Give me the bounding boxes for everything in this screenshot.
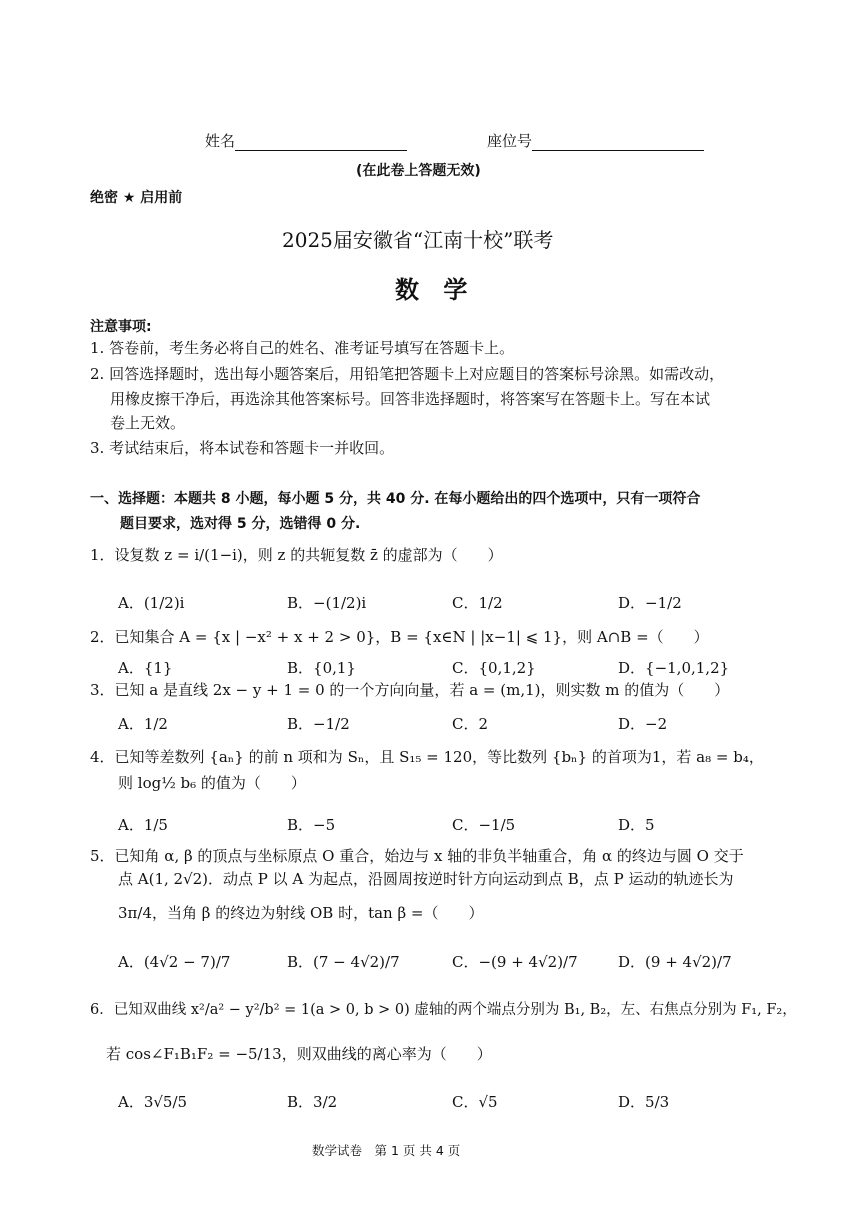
exam-title: 2025届安徽省“江南十校”联考: [282, 228, 554, 252]
q5-option-b: B．(7 − 4√2)/7: [287, 953, 400, 971]
q5-option-a: A．(4√2 − 7)/7: [118, 953, 231, 971]
secret-label: 绝密 ★ 启用前: [90, 190, 183, 206]
q1-option-d: D．−1/2: [618, 594, 682, 612]
q6-option-d: D．5/3: [618, 1093, 670, 1111]
question-6: 6．已知双曲线 x²/a² − y²/b² = 1(a > 0, b > 0) 虚轴的两个端点分别为 B₁, B₂，左、右焦点分别为 F₁, F₂，: [90, 1002, 797, 1018]
q4-option-b: B．−5: [287, 816, 336, 834]
q6-option-c: C．√5: [452, 1093, 498, 1111]
page-footer: 数学试卷 第 1 页 共 4 页: [312, 1143, 461, 1158]
question-3: 3．已知 a 是直线 2x − y + 1 = 0 的一个方向向量，若 a = (m,1)，则实数 m 的值为（ ）: [90, 681, 730, 699]
seat-label: 座位号: [487, 132, 533, 150]
q6-option-b: B．3/2: [287, 1093, 338, 1111]
subject-title: 数 学: [395, 276, 476, 304]
q4-option-d: D．5: [618, 816, 655, 834]
question-5-cont: 点 A(1, 2√2)．动点 P 以 A 为起点，沿圆周按逆时针方向运动到点 B，点 P 运动的轨迹长为: [118, 870, 734, 888]
question-2: 2．已知集合 A = {x | −x² + x + 2 > 0}，B = {x∈N | |x−1| ⩽ 1}，则 A∩B =（ ）: [90, 628, 709, 646]
q2-option-c: C．{0,1,2}: [452, 659, 536, 677]
q5-option-c: C．−(9 + 4√2)/7: [452, 953, 578, 971]
q4-option-a: A．1/5: [118, 816, 168, 834]
q1-option-c: C．1/2: [452, 594, 503, 612]
q5-option-d: D．(9 + 4√2)/7: [618, 953, 732, 971]
question-4-cont: 则 log½ b₆ 的值为（ ）: [118, 774, 306, 792]
question-5: 5．已知角 α, β 的顶点与坐标原点 O 重合，始边与 x 轴的非负半轴重合，角 α 的终边与圆 O 交于: [90, 847, 744, 865]
instruction-item: 用橡皮擦干净后，再选涂其他答案标号。回答非选择题时，将答案写在答题卡上。写在本试: [110, 390, 711, 408]
section-heading-cont: 题目要求，选对得 5 分，选错得 0 分.: [120, 516, 361, 532]
q3-option-d: D．−2: [618, 715, 668, 733]
q6-option-a: A．3√5/5: [118, 1093, 188, 1111]
instruction-item: 卷上无效。: [110, 414, 186, 432]
q4-option-c: C．−1/5: [452, 816, 516, 834]
name-label: 姓名: [205, 132, 236, 150]
question-4: 4．已知等差数列 {aₙ} 的前 n 项和为 Sₙ，且 S₁₅ = 120，等比数列 {bₙ} 的首项为1，若 a₈ = b₄，: [90, 748, 764, 766]
instruction-item: 3. 考试结束后，将本试卷和答题卡一并收回。: [90, 439, 395, 457]
q2-option-d: D．{−1,0,1,2}: [618, 659, 730, 677]
q3-option-b: B．−1/2: [287, 715, 350, 733]
q2-option-b: B．{0,1}: [287, 659, 356, 677]
q3-option-c: C．2: [452, 715, 489, 733]
instruction-item: 2. 回答选择题时，选出每小题答案后，用铅笔把答题卡上对应题目的答案标号涂黑。如需改动，: [90, 365, 725, 383]
q3-option-a: A．1/2: [118, 715, 168, 733]
q1-option-a: A．(1/2)i: [118, 594, 185, 612]
section-heading: 一、选择题：本题共 8 小题，每小题 5 分，共 40 分. 在每小题给出的四个选项中，只有一项符合: [90, 491, 701, 507]
name-blank-line: [235, 134, 407, 151]
invalid-notice: (在此卷上答题无效): [356, 163, 481, 179]
name-field: [205, 130, 407, 151]
instruction-item: 1. 答卷前，考生务必将自己的姓名、准考证号填写在答题卡上。: [90, 339, 515, 357]
q1-option-b: B．−(1/2)i: [287, 594, 367, 612]
q2-option-a: A．{1}: [118, 659, 173, 677]
question-1: 1．设复数 z = i/(1−i)，则 z 的共轭复数 z̄ 的虚部为（ ）: [90, 546, 503, 564]
question-6-cont: 若 cos∠F₁B₁F₂ = −5/13，则双曲线的离心率为（ ）: [106, 1045, 492, 1063]
question-5-cont2: 3π/4，当角 β 的终边为射线 OB 时，tan β =（ ）: [118, 904, 484, 922]
instructions-title: 注意事项:: [90, 319, 152, 335]
seat-field: [487, 130, 704, 151]
seat-blank-line: [532, 134, 704, 151]
